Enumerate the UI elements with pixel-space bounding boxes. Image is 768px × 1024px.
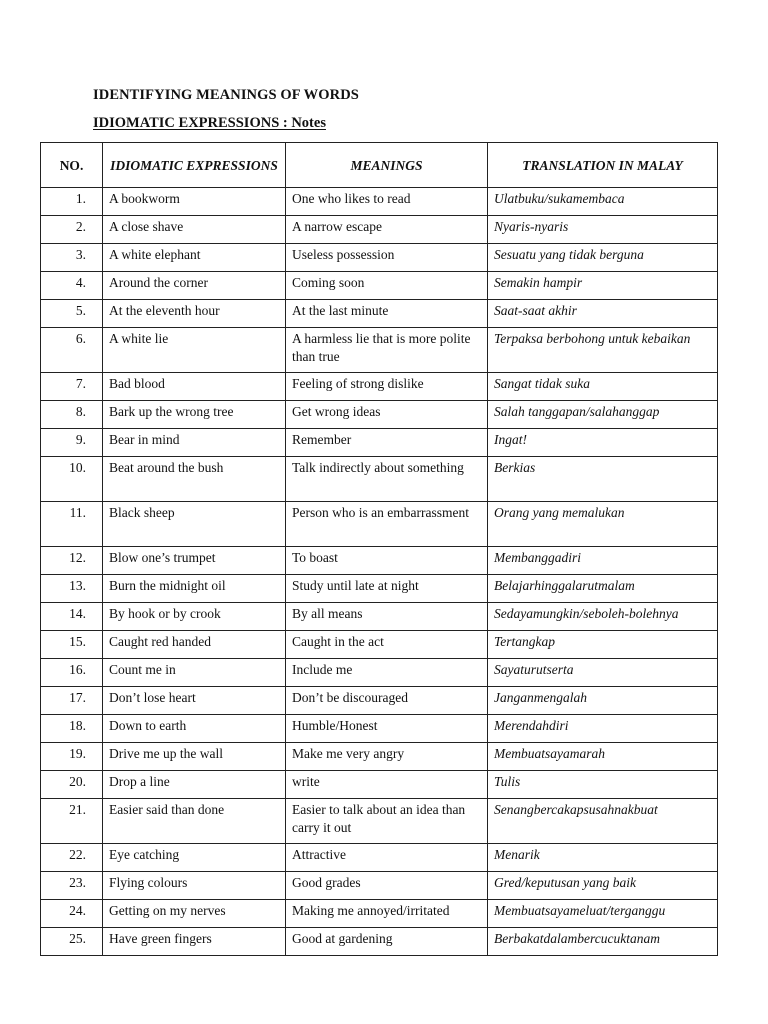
cell-meaning: Get wrong ideas <box>286 401 488 429</box>
cell-meaning: Caught in the act <box>286 631 488 659</box>
cell-idiom: Around the corner <box>103 272 286 300</box>
cell-meaning: Talk indirectly about something <box>286 457 488 502</box>
cell-no: 6. <box>41 328 103 373</box>
table-row <box>41 715 718 743</box>
cell-idiom: By hook or by crook <box>103 603 286 631</box>
page-title: IDENTIFYING MEANINGS OF WORDS <box>93 87 359 103</box>
cell-translation: Tertangkap <box>488 631 718 659</box>
table-row <box>41 547 718 575</box>
cell-translation: Ulatbuku/sukamembaca <box>488 188 718 216</box>
cell-translation: Semakin hampir <box>488 272 718 300</box>
cell-no: 19. <box>41 743 103 771</box>
cell-meaning: Useless possession <box>286 244 488 272</box>
cell-idiom: A white lie <box>103 328 286 373</box>
header-idiom: IDIOMATIC EXPRESSIONS <box>103 143 286 188</box>
cell-translation: Nyaris-nyaris <box>488 216 718 244</box>
table-row <box>41 244 718 272</box>
cell-no: 8. <box>41 401 103 429</box>
cell-no: 25. <box>41 928 103 956</box>
cell-meaning: At the last minute <box>286 300 488 328</box>
cell-translation: Merendahdiri <box>488 715 718 743</box>
table-row <box>41 272 718 300</box>
cell-idiom: Burn the midnight oil <box>103 575 286 603</box>
cell-translation: Ingat! <box>488 429 718 457</box>
cell-meaning: A harmless lie that is more polite than true <box>286 328 488 373</box>
cell-translation: Membuatsayamarah <box>488 743 718 771</box>
cell-no: 23. <box>41 872 103 900</box>
cell-translation: Tulis <box>488 771 718 799</box>
cell-meaning: Good at gardening <box>286 928 488 956</box>
cell-no: 17. <box>41 687 103 715</box>
table-header <box>41 143 718 188</box>
table-row <box>41 373 718 401</box>
cell-translation: Sedayamungkin/seboleh-bolehnya <box>488 603 718 631</box>
table-row <box>41 328 718 373</box>
table-row <box>41 429 718 457</box>
cell-no: 12. <box>41 547 103 575</box>
table-row <box>41 603 718 631</box>
cell-meaning: A narrow escape <box>286 216 488 244</box>
table-row <box>41 401 718 429</box>
cell-translation: Belajarhinggalarutmalam <box>488 575 718 603</box>
cell-idiom: Blow one’s trumpet <box>103 547 286 575</box>
table-row <box>41 631 718 659</box>
cell-meaning: Feeling of strong dislike <box>286 373 488 401</box>
cell-meaning: Don’t be discouraged <box>286 687 488 715</box>
table-row <box>41 743 718 771</box>
header-meaning: MEANINGS <box>286 143 488 188</box>
cell-meaning: Good grades <box>286 872 488 900</box>
cell-meaning: Humble/Honest <box>286 715 488 743</box>
cell-translation: Senangbercakapsusahnakbuat <box>488 799 718 844</box>
cell-meaning: Remember <box>286 429 488 457</box>
cell-translation: Berbakatdalambercucuktanam <box>488 928 718 956</box>
cell-meaning: Coming soon <box>286 272 488 300</box>
cell-no: 2. <box>41 216 103 244</box>
table-row <box>41 188 718 216</box>
cell-idiom: Bad blood <box>103 373 286 401</box>
idioms-table <box>40 142 718 956</box>
cell-meaning: Making me annoyed/irritated <box>286 900 488 928</box>
cell-idiom: Easier said than done <box>103 799 286 844</box>
cell-idiom: Down to earth <box>103 715 286 743</box>
cell-no: 21. <box>41 799 103 844</box>
cell-idiom: Drive me up the wall <box>103 743 286 771</box>
cell-translation: Janganmengalah <box>488 687 718 715</box>
cell-idiom: A bookworm <box>103 188 286 216</box>
cell-no: 11. <box>41 502 103 547</box>
table-row <box>41 687 718 715</box>
cell-idiom: A close shave <box>103 216 286 244</box>
cell-meaning: By all means <box>286 603 488 631</box>
table-row <box>41 844 718 872</box>
cell-idiom: Bark up the wrong tree <box>103 401 286 429</box>
cell-idiom: Have green fingers <box>103 928 286 956</box>
cell-translation: Terpaksa berbohong untuk kebaikan <box>488 328 718 373</box>
cell-translation: Menarik <box>488 844 718 872</box>
table-row <box>41 502 718 547</box>
cell-no: 10. <box>41 457 103 502</box>
cell-idiom: Count me in <box>103 659 286 687</box>
cell-idiom: A white elephant <box>103 244 286 272</box>
cell-no: 3. <box>41 244 103 272</box>
cell-translation: Gred/keputusan yang baik <box>488 872 718 900</box>
cell-translation: Orang yang memalukan <box>488 502 718 547</box>
cell-idiom: Don’t lose heart <box>103 687 286 715</box>
cell-idiom: Black sheep <box>103 502 286 547</box>
cell-no: 9. <box>41 429 103 457</box>
cell-no: 1. <box>41 188 103 216</box>
header-translation: TRANSLATION IN MALAY <box>488 143 718 188</box>
table-row <box>41 575 718 603</box>
cell-no: 24. <box>41 900 103 928</box>
cell-meaning: Attractive <box>286 844 488 872</box>
cell-meaning: Make me very angry <box>286 743 488 771</box>
cell-translation: Sangat tidak suka <box>488 373 718 401</box>
table-row <box>41 300 718 328</box>
table-body <box>41 188 718 956</box>
cell-idiom: Eye catching <box>103 844 286 872</box>
cell-idiom: Caught red handed <box>103 631 286 659</box>
cell-no: 22. <box>41 844 103 872</box>
cell-translation: Sesuatu yang tidak berguna <box>488 244 718 272</box>
cell-idiom: Getting on my nerves <box>103 900 286 928</box>
table-row <box>41 799 718 844</box>
cell-meaning: Person who is an embarrassment <box>286 502 488 547</box>
cell-meaning: Study until late at night <box>286 575 488 603</box>
cell-translation: Membuatsayameluat/terganggu <box>488 900 718 928</box>
cell-meaning: One who likes to read <box>286 188 488 216</box>
table-row <box>41 900 718 928</box>
cell-idiom: Beat around the bush <box>103 457 286 502</box>
cell-translation: Membanggadiri <box>488 547 718 575</box>
cell-no: 20. <box>41 771 103 799</box>
table-row <box>41 457 718 502</box>
cell-meaning: Include me <box>286 659 488 687</box>
cell-idiom: Flying colours <box>103 872 286 900</box>
table-row <box>41 928 718 956</box>
cell-no: 15. <box>41 631 103 659</box>
cell-no: 16. <box>41 659 103 687</box>
cell-meaning: To boast <box>286 547 488 575</box>
cell-no: 7. <box>41 373 103 401</box>
header-row <box>41 143 718 188</box>
cell-no: 14. <box>41 603 103 631</box>
cell-translation: Salah tanggapan/salahanggap <box>488 401 718 429</box>
table-row <box>41 659 718 687</box>
cell-idiom: Bear in mind <box>103 429 286 457</box>
cell-no: 4. <box>41 272 103 300</box>
cell-no: 13. <box>41 575 103 603</box>
cell-translation: Berkias <box>488 457 718 502</box>
cell-meaning: Easier to talk about an idea than carry it out <box>286 799 488 844</box>
cell-translation: Sayaturutserta <box>488 659 718 687</box>
cell-idiom: At the eleventh hour <box>103 300 286 328</box>
table-row <box>41 771 718 799</box>
cell-meaning: write <box>286 771 488 799</box>
page-subtitle: IDIOMATIC EXPRESSIONS : Notes <box>93 115 326 131</box>
cell-no: 18. <box>41 715 103 743</box>
header-no: NO. <box>41 143 103 188</box>
table-row <box>41 872 718 900</box>
cell-idiom: Drop a line <box>103 771 286 799</box>
table-row <box>41 216 718 244</box>
cell-no: 5. <box>41 300 103 328</box>
cell-translation: Saat-saat akhir <box>488 300 718 328</box>
